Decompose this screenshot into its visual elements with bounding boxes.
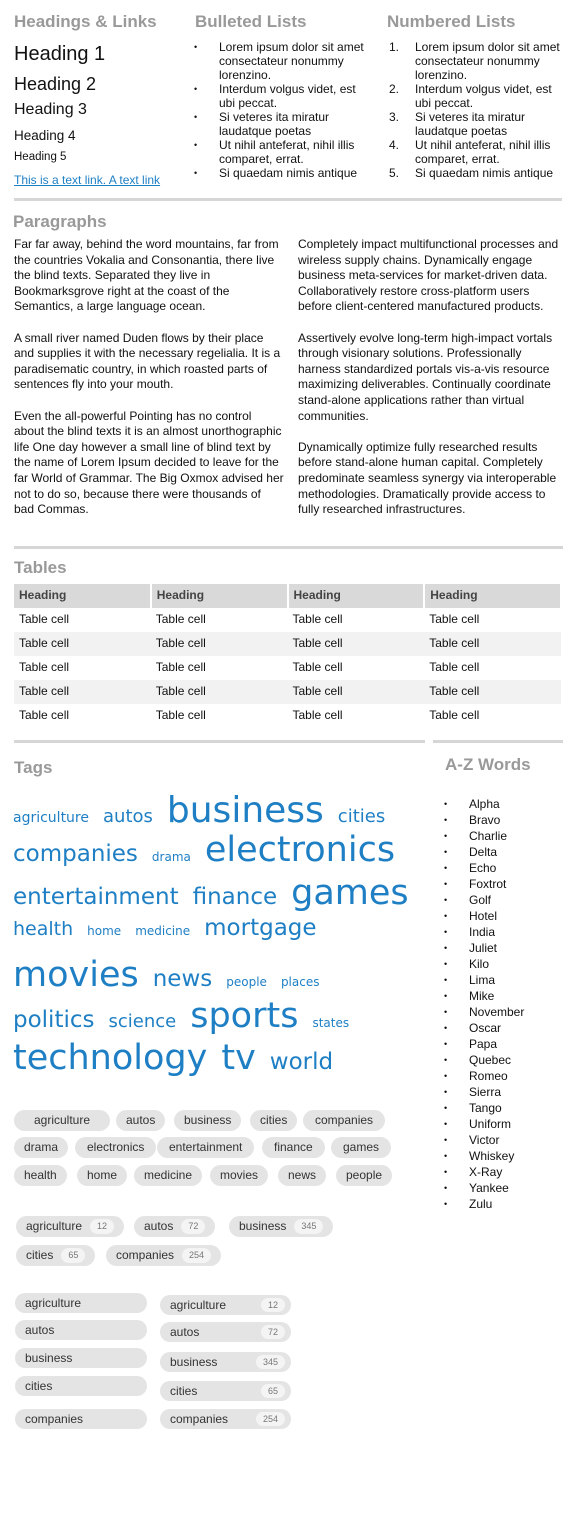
az-word: X-Ray: [469, 1165, 503, 1179]
list-number: 1.: [389, 40, 400, 54]
tag-cloud-row: [13, 1036, 347, 1080]
az-word-item: [444, 1100, 524, 1116]
list-item: [387, 166, 567, 180]
section-title-paragraphs: Paragraphs: [13, 212, 107, 231]
tag-cloud-row: [13, 953, 333, 997]
bullet-icon: •: [444, 1039, 448, 1049]
az-word-item: [444, 1068, 524, 1084]
az-word-item: [444, 1036, 524, 1052]
az-word: Juliet: [469, 941, 498, 955]
table-cell: Table cell: [19, 612, 70, 627]
list-item: [194, 40, 374, 82]
list-number: 2.: [389, 82, 400, 96]
az-word-item: [444, 796, 524, 812]
tag-label: companies: [116, 1248, 175, 1262]
tag-count-pill[interactable]: [16, 1216, 124, 1237]
az-word: Papa: [469, 1037, 498, 1051]
tag-cloud-link[interactable]: autos: [103, 806, 153, 827]
table-cell: Table cell: [288, 632, 425, 656]
list-item-text: Ut nihil anteferat, nihil illis comparet, errat.: [415, 138, 551, 166]
az-word: Tango: [469, 1101, 502, 1115]
table-cell: Table cell: [155, 660, 206, 675]
tag-count-badge: 254: [182, 1248, 211, 1263]
list-item: [194, 110, 374, 138]
paragraph: Even the all-powerful Pointing has no control about the blind texts it is an almost unorthographic life One day however a small line of blind text by the name of Lorem Ipsum decided to leave for the far World of Grammar. The Big Oxmox advised her not to do so, because there were thousands of bad Commas.: [14, 408, 284, 517]
table-cell: Table cell: [151, 632, 288, 656]
az-word-item: [444, 1084, 524, 1100]
bullet-icon: •: [444, 895, 448, 905]
table-cell: Table cell: [292, 660, 343, 675]
tag-cloud-row: [13, 914, 331, 958]
list-item-text: Si quaedam nimis antique: [219, 166, 358, 180]
list-item: [194, 166, 374, 180]
paragraph-column-left: [14, 237, 284, 533]
tag-count-badge: 12: [261, 1298, 285, 1312]
tag-pill[interactable]: news: [278, 1165, 326, 1186]
az-word: Quebec: [469, 1053, 512, 1067]
bulleted-list: [194, 40, 374, 180]
bullet-icon: •: [444, 975, 448, 985]
bullet-icon: •: [444, 863, 448, 873]
bullet-icon: •: [444, 911, 448, 921]
table-cell: Table cell: [151, 680, 288, 704]
az-word: Whiskey: [469, 1149, 515, 1163]
table-cell: Table cell: [155, 708, 206, 723]
tag-label: business: [239, 1219, 287, 1233]
table-cell: Table cell: [14, 632, 151, 656]
tag-list-pill[interactable]: cities: [15, 1376, 147, 1396]
bullet-icon: •: [194, 42, 198, 52]
tag-cloud-link[interactable]: news: [152, 966, 213, 992]
table-cell: Table cell: [292, 708, 343, 723]
divider: [14, 198, 562, 201]
az-word-item: [444, 1132, 524, 1148]
tag-cloud-link[interactable]: medicine: [135, 924, 191, 938]
az-word-item: [444, 1020, 524, 1036]
list-item: [194, 82, 374, 110]
bullet-icon: •: [444, 815, 448, 825]
bullet-icon: •: [444, 1135, 448, 1145]
tag-cloud-link[interactable]: home: [87, 924, 122, 938]
az-word-item: [444, 956, 524, 972]
bullet-icon: •: [444, 847, 448, 857]
az-word: Zulu: [469, 1197, 493, 1211]
az-word: Yankee: [469, 1181, 509, 1195]
tag-cloud-link[interactable]: people: [226, 975, 267, 989]
list-item-text: Interdum volgus videt, est ubi peccat.: [219, 82, 356, 110]
az-word: Sierra: [469, 1085, 502, 1099]
tag-list-count-pill[interactable]: [160, 1295, 291, 1315]
az-word-item: [444, 972, 524, 988]
tag-cloud-link[interactable]: drama: [151, 850, 191, 864]
section-title-tags: Tags: [14, 758, 53, 777]
bullet-icon: •: [444, 927, 448, 937]
az-word-item: [444, 1196, 524, 1212]
tag-list-count-pill[interactable]: [160, 1381, 291, 1401]
list-item-text: Ut nihil anteferat, nihil illis comparet, errat.: [219, 138, 355, 166]
tag-count-badge: 65: [61, 1248, 85, 1263]
bullet-icon: •: [194, 84, 198, 94]
tag-cloud-link[interactable]: entertainment: [13, 884, 179, 910]
tag-count-badge: 65: [261, 1384, 285, 1398]
bullet-icon: •: [194, 168, 198, 178]
paragraph: Assertively evolve long-term high-impact vortals through visionary solutions. Professionally harness standardized portals vis-a-vis resource maximizing deliverables. Continually coordinate stand-alone applications rather than virtual communities.: [298, 330, 553, 423]
bullet-icon: •: [444, 959, 448, 969]
az-word-item: [444, 812, 524, 828]
az-word-item: [444, 828, 524, 844]
az-word-item: [444, 1004, 524, 1020]
tag-cloud-link[interactable]: world: [269, 1049, 334, 1075]
az-word-item: [444, 940, 524, 956]
divider: [14, 740, 425, 743]
az-word: Echo: [469, 861, 497, 875]
list-item: [194, 138, 374, 166]
tag-label: agriculture: [26, 1219, 83, 1233]
tag-label: business: [170, 1355, 218, 1369]
list-item: [387, 110, 567, 138]
az-word-item: [444, 892, 524, 908]
tag-cloud-link[interactable]: sports: [190, 996, 299, 1036]
tag-pill[interactable]: entertainment: [157, 1137, 254, 1158]
table-cell: Table cell: [424, 680, 561, 704]
az-word: Foxtrot: [469, 877, 507, 891]
tag-label: cities: [26, 1248, 54, 1262]
tag-cloud-link[interactable]: companies: [13, 841, 138, 867]
divider: [433, 740, 563, 743]
tag-label: autos: [144, 1219, 174, 1233]
bullet-icon: •: [194, 140, 198, 150]
az-word-item: [444, 860, 524, 876]
tag-label: autos: [170, 1325, 200, 1339]
list-item-text: Si veteres ita miratur laudatque poetas: [415, 110, 526, 138]
az-word-item: [444, 844, 524, 860]
tag-cloud-link[interactable]: business: [166, 790, 324, 831]
tag-label: companies: [170, 1412, 229, 1426]
az-word: Mike: [469, 989, 495, 1003]
tag-pill[interactable]: business: [174, 1110, 241, 1131]
tag-count-badge: 254: [256, 1412, 285, 1426]
paragraph: A small river named Duden flows by their place and supplies it with the necessary regelialia. It is a paradisematic country, in which roasted parts of sentences fly into your mouth.: [14, 330, 281, 392]
list-item-text: Lorem ipsum dolor sit amet consectateur nonummy lorenzino.: [415, 40, 560, 82]
list-item-text: Lorem ipsum dolor sit amet consectateur nonummy lorenzino.: [219, 40, 364, 82]
list-number: 3.: [389, 110, 400, 124]
bullet-icon: •: [444, 1087, 448, 1097]
tag-cloud-link[interactable]: finance: [192, 884, 278, 910]
az-word: Romeo: [469, 1069, 508, 1083]
bullet-icon: •: [444, 1119, 448, 1129]
tag-pill[interactable]: movies: [210, 1165, 268, 1186]
table-cell: Table cell: [14, 680, 151, 704]
paragraph-column-right: [298, 237, 566, 533]
az-word-item: [444, 924, 524, 940]
tag-count-pill[interactable]: [229, 1216, 333, 1237]
bullet-icon: •: [444, 1151, 448, 1161]
table-cell: Table cell: [19, 660, 70, 675]
tag-pill[interactable]: people: [336, 1165, 392, 1186]
tag-list-count-pill[interactable]: [160, 1352, 291, 1372]
az-word: Hotel: [469, 909, 498, 923]
table-row: [14, 680, 561, 704]
tag-count-badge: 345: [294, 1219, 323, 1234]
tag-cloud-link[interactable]: states: [312, 1016, 350, 1030]
tag-list-pill[interactable]: companies: [15, 1409, 147, 1429]
tag-list-pill[interactable]: autos: [15, 1320, 147, 1340]
tag-count-badge: 345: [256, 1355, 285, 1369]
bullet-icon: •: [444, 1103, 448, 1113]
tag-cloud-link[interactable]: places: [280, 975, 320, 989]
list-item-text: Si quaedam nimis antique: [415, 166, 554, 180]
table-cell: Table cell: [288, 680, 425, 704]
section-title-az-words: A-Z Words: [445, 755, 531, 774]
tag-cloud-link[interactable]: games: [291, 873, 409, 913]
section-title-tables: Tables: [14, 558, 67, 577]
tag-list-count-pill[interactable]: [160, 1322, 291, 1342]
tag-pill[interactable]: finance: [262, 1137, 325, 1158]
az-word: Lima: [469, 973, 496, 987]
table-cell: Table cell: [155, 612, 206, 627]
az-word-list: [444, 796, 524, 1212]
table-header-cell: Heading: [424, 584, 561, 608]
tag-cloud-row: [13, 871, 423, 915]
table-header-cell: Heading: [14, 584, 151, 608]
tag-pill[interactable]: medicine: [134, 1165, 202, 1186]
table-row: [14, 704, 561, 728]
tag-cloud-link[interactable]: technology: [13, 1038, 208, 1078]
tag-cloud-row: [13, 828, 409, 872]
numbered-list: [387, 40, 567, 180]
tag-cloud-link[interactable]: health: [13, 918, 74, 940]
tag-count-pill[interactable]: [106, 1245, 221, 1266]
list-item: [387, 40, 567, 82]
list-number: 5.: [389, 166, 400, 180]
list-number: 4.: [389, 138, 400, 152]
tag-cloud-link[interactable]: mortgage: [204, 915, 317, 941]
bullet-icon: •: [444, 799, 448, 809]
table-cell: Table cell: [429, 660, 480, 675]
section-title-numbered: Numbered Lists: [387, 12, 516, 31]
bullet-icon: •: [444, 991, 448, 1001]
az-word-item: [444, 1148, 524, 1164]
tag-count-pill[interactable]: [134, 1216, 215, 1237]
az-word: Kilo: [469, 957, 490, 971]
heading-1: Heading 1: [14, 43, 106, 65]
list-item-text: Si veteres ita miratur laudatque poetas: [219, 110, 330, 138]
tag-list-pill[interactable]: agriculture: [15, 1293, 147, 1313]
tag-cloud-link[interactable]: politics: [13, 1007, 95, 1033]
table-cell: Table cell: [292, 612, 343, 627]
table-row: [14, 608, 561, 632]
table-cell: Table cell: [429, 708, 480, 723]
paragraph: Far far away, behind the word mountains, far from the countries Vokalia and Consonantia, there live the blind texts. Separated they live in Bookmarksgrove right at the coast of the Semantics, a large language ocean.: [14, 237, 279, 314]
tag-cloud-link[interactable]: cities: [337, 806, 386, 827]
bullet-icon: •: [444, 831, 448, 841]
az-word-item: [444, 1116, 524, 1132]
tag-cloud-row: [13, 788, 399, 832]
tag-label: cities: [170, 1384, 198, 1398]
tag-pill[interactable]: agriculture: [14, 1110, 110, 1131]
tag-pill[interactable]: health: [14, 1165, 67, 1186]
tag-pill[interactable]: electronics: [75, 1137, 156, 1158]
paragraph: Completely impact multifunctional processes and wireless supply chains. Dynamically engage business meta-services for market-driven data. Collaboratively restore cross-platform users before client-centered manufactured products.: [298, 237, 559, 314]
az-word: Victor: [469, 1133, 500, 1147]
tag-list-count-pill[interactable]: [160, 1409, 291, 1429]
az-word: India: [469, 925, 496, 939]
tag-count-badge: 12: [90, 1219, 114, 1234]
az-word-item: [444, 1052, 524, 1068]
az-word-item: [444, 876, 524, 892]
table-header-cell: Heading: [151, 584, 288, 608]
divider: [14, 546, 563, 549]
az-word: Bravo: [469, 813, 501, 827]
az-word: November: [469, 1005, 525, 1019]
tag-cloud-link[interactable]: tv: [221, 1038, 256, 1078]
table-cell: Table cell: [424, 632, 561, 656]
heading-2: Heading 2: [14, 74, 97, 94]
tag-cloud-link[interactable]: electronics: [204, 830, 396, 870]
az-word: Uniform: [469, 1117, 512, 1131]
az-word-item: [444, 908, 524, 924]
bullet-icon: •: [194, 112, 198, 122]
bullet-icon: •: [444, 1023, 448, 1033]
az-word-item: [444, 1180, 524, 1196]
az-word: Golf: [469, 893, 492, 907]
az-word-item: [444, 1164, 524, 1180]
tag-pill[interactable]: drama: [14, 1137, 68, 1158]
table-header-cell: Heading: [288, 584, 425, 608]
tag-label: agriculture: [170, 1298, 227, 1312]
table-row: [14, 656, 561, 680]
tag-cloud-row: [13, 994, 363, 1038]
tag-pill[interactable]: companies: [303, 1110, 385, 1131]
az-word: Alpha: [469, 797, 500, 811]
list-item: [387, 82, 567, 110]
paragraph: Dynamically optimize fully researched results before stand-alone human capital. Completely predominate seamless synergy via interoperable methodologies. Dramatically provide access to fully researched infrastructures.: [298, 439, 557, 517]
bullet-icon: •: [444, 1055, 448, 1065]
tag-pill[interactable]: games: [331, 1137, 391, 1158]
section-title-bulleted: Bulleted Lists: [195, 12, 307, 31]
table-cell: Table cell: [19, 708, 70, 723]
tag-pill[interactable]: autos: [116, 1110, 165, 1131]
az-word-item: [444, 988, 524, 1004]
list-item: [387, 138, 567, 166]
list-item-text: Interdum volgus videt, est ubi peccat.: [415, 82, 552, 110]
tag-pill[interactable]: cities: [250, 1110, 297, 1131]
tag-list-pill[interactable]: business: [15, 1348, 147, 1368]
bullet-icon: •: [444, 1071, 448, 1081]
heading-3: Heading 3: [14, 101, 87, 118]
tag-count-pill[interactable]: [16, 1245, 95, 1266]
tag-count-badge: 72: [261, 1325, 285, 1339]
bullet-icon: •: [444, 1167, 448, 1177]
tag-pill[interactable]: home: [77, 1165, 127, 1186]
tag-count-badge: 72: [181, 1219, 205, 1234]
bullet-icon: •: [444, 1007, 448, 1017]
bullet-icon: •: [444, 943, 448, 953]
tag-cloud-link[interactable]: science: [108, 1011, 177, 1032]
section-title-headings-links: Headings & Links: [14, 12, 157, 31]
heading-4: Heading 4: [14, 128, 76, 143]
table-header-row: [14, 584, 561, 608]
bullet-icon: •: [444, 1199, 448, 1209]
text-link[interactable]: This is a text link. A text link: [14, 173, 161, 187]
tag-cloud-link[interactable]: movies: [13, 955, 139, 995]
tag-cloud-link[interactable]: agriculture: [13, 810, 89, 826]
bullet-icon: •: [444, 879, 448, 889]
data-table: [14, 584, 562, 728]
heading-5: Heading 5: [14, 151, 67, 163]
bullet-icon: •: [444, 1183, 448, 1193]
table-cell: Table cell: [429, 612, 480, 627]
table-row: [14, 632, 561, 656]
az-word: Charlie: [469, 829, 508, 843]
az-word: Delta: [469, 845, 498, 859]
az-word: Oscar: [469, 1021, 502, 1035]
